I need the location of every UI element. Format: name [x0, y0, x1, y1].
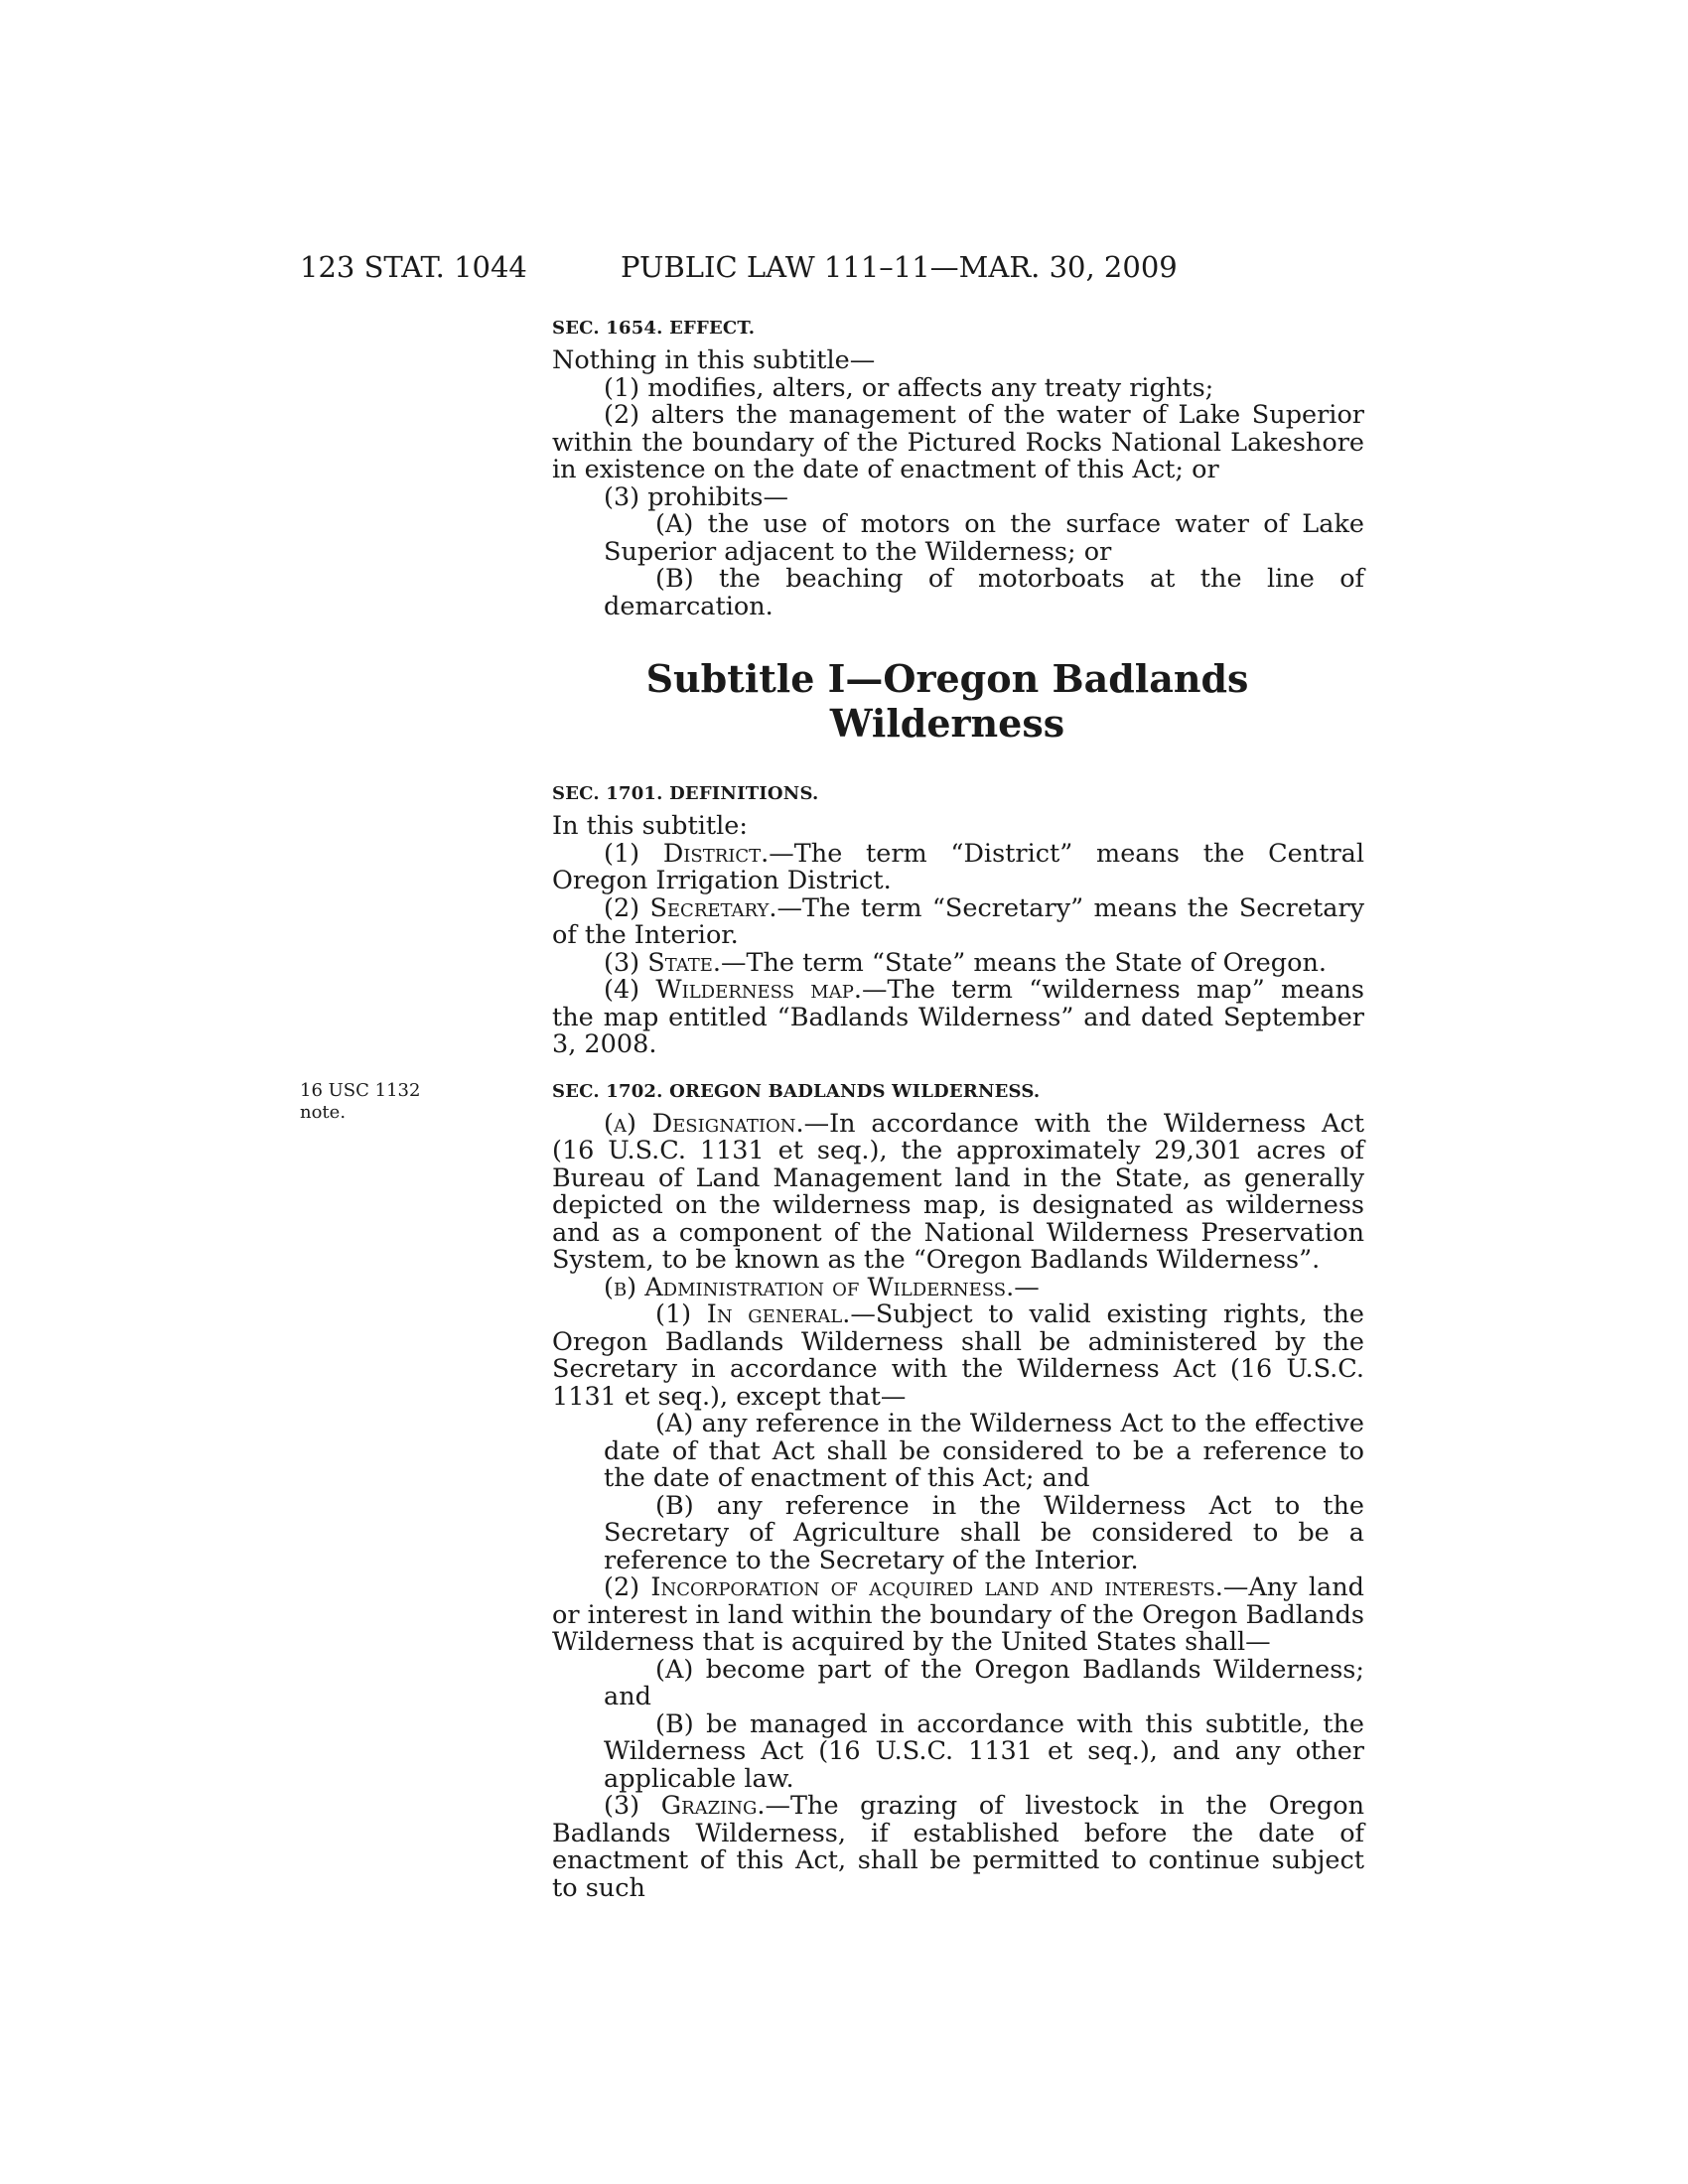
sec-1654-subpara-b-text: (B) the beaching of motorboats at the line of demarcation. — [604, 564, 1364, 621]
definition-secretary — [552, 892, 1364, 950]
section-gap — [552, 1059, 1364, 1081]
administration-subpara-b — [552, 1490, 1364, 1575]
sec-1654-subpara-a-text: (A) the use of motors on the surface water of Lake Superior adjacent to the Wilderness; or — [604, 509, 1364, 567]
page-header — [300, 250, 1337, 290]
in-general-text: —Subject to valid existing rights, the Oregon Badlands Wilderness shall be administered by the Secretary in accordance with the Wilderness Act (16 U.S.C. 1131 et seq.), except that— — [552, 1299, 1364, 1412]
definition-district-term: (1) District. — [604, 838, 770, 869]
administration-dash: — — [1014, 1272, 1040, 1302]
acquired-land-term: (2) Incorporation of acquired land and interests. — [604, 1572, 1223, 1602]
sec-1654-para-2: (2) alters the management of the water of Lake Superior within the boundary of the Pictured Rocks National Lakeshore in existence on the date of enactment of this Act; or — [552, 400, 1364, 484]
sec-1654-heading: SEC. 1654. EFFECT. — [552, 318, 756, 339]
sec-1654-subpara-a — [552, 511, 1364, 566]
designation-text: —In accordance with the Wilderness Act (16 U.S.C. 1131 et seq.), the approximately 29,301 acres of Bureau of Land Management land in the State, as generally depicted on the wilderness map, is designated as wilderness and as a component of the National Wilderness Preservation System, to be known as the “Oregon Badlands Wilderness”. — [552, 1108, 1364, 1275]
acquired-land-subpara-a-text: (A) become part of the Oregon Badlands Wilderness; and — [604, 1654, 1364, 1711]
designation-term: (a) Designation. — [604, 1108, 804, 1139]
definition-secretary-term: (2) Secretary. — [604, 892, 777, 923]
margin-note-usc: 16 USC 1132 — [300, 1080, 421, 1101]
definition-district — [552, 838, 1364, 895]
sec-1654-para-1: (1) modifies, alters, or affects any treaty rights; — [604, 372, 1214, 403]
sec-1702-administration — [552, 1272, 1364, 1302]
acquired-land-text: —Any land or interest in land within the boundary of the Oregon Badlands Wilderness that is acquired by the United States shall— — [552, 1572, 1364, 1657]
grazing-text: —The grazing of livestock in the Oregon Badlands Wilderness, if established before the date of enactment of this Act, shall be permitted to continue subject to such — [552, 1791, 1364, 1903]
sec-1701-intro: In this subtitle: — [552, 811, 748, 841]
definition-wilderness-map — [552, 977, 1364, 1059]
definition-wilderness-map-term: (4) Wilderness map. — [604, 975, 862, 1005]
definition-wilderness-map-text: —The term “wilderness map” means the map entitled “Badlands Wilderness” and dated September 3, 2008. — [552, 975, 1364, 1059]
acquired-land-subpara-b — [552, 1708, 1364, 1794]
administration-subpara-b-text: (B) any reference in the Wilderness Act to the Secretary of Agriculture shall be considered to be a reference to the Secretary of the Interior. — [604, 1490, 1364, 1575]
administration-in-general — [552, 1301, 1364, 1411]
administration-subpara-a-text: (A) any reference in the Wilderness Act to the effective date of that Act shall be considered to be a reference to the date of enactment of this Act; and — [604, 1409, 1364, 1493]
acquired-land-subpara-b-text: (B) be managed in accordance with this subtitle, the Wilderness Act (16 U.S.C. 1131 et seq.), and any other applicable law. — [604, 1708, 1364, 1794]
acquired-land — [552, 1574, 1364, 1657]
grazing — [552, 1793, 1364, 1902]
definition-state — [552, 947, 1364, 978]
subtitle-heading: Subtitle I—Oregon Badlands Wilderness — [645, 656, 1249, 746]
sec-1702-designation — [552, 1108, 1364, 1275]
margin-note-label: note. — [300, 1102, 347, 1123]
administration-subpara-a — [552, 1411, 1364, 1493]
acquired-land-subpara-a — [552, 1654, 1364, 1711]
definition-district-text: —The term “District” means the Central Oregon Irrigation District. — [552, 838, 1364, 895]
sec-1654-intro: Nothing in this subtitle— — [552, 345, 876, 375]
sec-1654-para-3: (3) prohibits— — [604, 481, 788, 512]
public-law-title: PUBLIC LAW 111–11—MAR. 30, 2009 — [621, 250, 1178, 284]
margin-note — [300, 1080, 420, 1124]
sec-1654-subpara-b — [552, 566, 1364, 620]
stat-citation: 123 STAT. 1044 — [300, 250, 527, 284]
sec-1701-heading: SEC. 1701. DEFINITIONS. — [552, 783, 819, 804]
in-general-term: (1) In general. — [655, 1299, 851, 1329]
definition-state-term: (3) State. — [604, 947, 721, 978]
administration-term: (b) Administration of Wilderness. — [604, 1272, 1015, 1302]
document-body — [552, 318, 1364, 1902]
grazing-term: (3) Grazing. — [604, 1791, 766, 1821]
sec-1702-heading: SEC. 1702. OREGON BADLANDS WILDERNESS. — [552, 1080, 1041, 1102]
definition-state-text: —The term “State” means the State of Oregon. — [720, 947, 1327, 978]
definition-secretary-text: —The term “Secretary” means the Secretary of the Interior. — [552, 892, 1364, 950]
